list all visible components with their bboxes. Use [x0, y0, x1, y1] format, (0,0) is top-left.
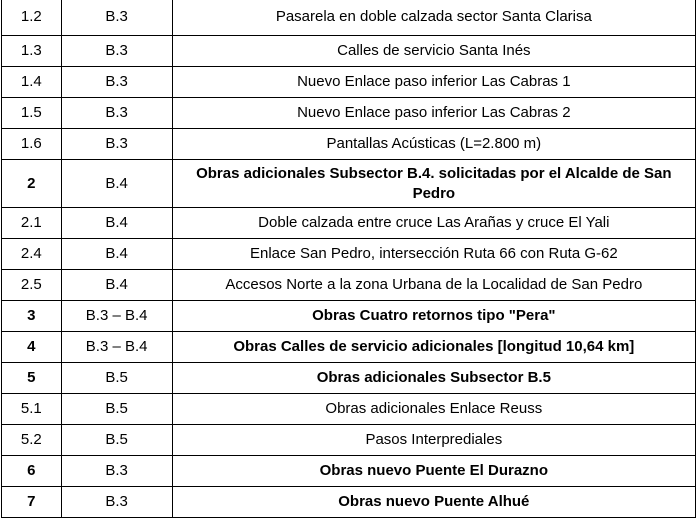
- subsector-cell: B.4: [61, 208, 172, 239]
- description-cell: Pantallas Acústicas (L=2.800 m): [172, 129, 695, 160]
- description-cell: Obras adicionales Subsector B.5: [172, 363, 695, 394]
- subsector-cell: B.3: [61, 456, 172, 487]
- item-number-cell: 5: [2, 363, 62, 394]
- description-cell: Accesos Norte a la zona Urbana de la Localidad de San Pedro: [172, 270, 695, 301]
- description-cell: Nuevo Enlace paso inferior Las Cabras 1: [172, 67, 695, 98]
- table-row: [2, 301, 696, 332]
- subsector-cell: B.4: [61, 270, 172, 301]
- subsector-cell: B.5: [61, 363, 172, 394]
- subsector-cell: B.3: [61, 0, 172, 36]
- description-cell: Calles de servicio Santa Inés: [172, 36, 695, 67]
- table-row: [2, 332, 696, 363]
- table-row: [2, 394, 696, 425]
- table-row: [2, 270, 696, 301]
- subsector-cell: B.4: [61, 160, 172, 208]
- description-cell: Obras nuevo Puente Alhué: [172, 487, 695, 518]
- item-number-cell: 5.2: [2, 425, 62, 456]
- item-number-cell: 3: [2, 301, 62, 332]
- description-cell: Enlace San Pedro, intersección Ruta 66 con Ruta G-62: [172, 239, 695, 270]
- item-number-cell: 4: [2, 332, 62, 363]
- item-number-cell: 2.4: [2, 239, 62, 270]
- table-row: [2, 67, 696, 98]
- subsector-cell: B.5: [61, 425, 172, 456]
- description-cell: Obras Calles de servicio adicionales [longitud 10,64 km]: [172, 332, 695, 363]
- item-number-cell: 2: [2, 160, 62, 208]
- description-cell: Doble calzada entre cruce Las Arañas y cruce El Yali: [172, 208, 695, 239]
- description-cell: Pasos Interprediales: [172, 425, 695, 456]
- item-number-cell: 7: [2, 487, 62, 518]
- subsector-cell: B.5: [61, 394, 172, 425]
- description-cell: Obras nuevo Puente El Durazno: [172, 456, 695, 487]
- description-cell: Pasarela en doble calzada sector Santa Clarisa: [172, 0, 695, 36]
- item-number-cell: 2.1: [2, 208, 62, 239]
- table-row: [2, 456, 696, 487]
- description-cell: Nuevo Enlace paso inferior Las Cabras 2: [172, 98, 695, 129]
- item-number-cell: 2.5: [2, 270, 62, 301]
- works-table: [1, 0, 696, 518]
- description-cell: Obras adicionales Subsector B.4. solicitadas por el Alcalde de San Pedro: [172, 160, 695, 208]
- item-number-cell: 1.6: [2, 129, 62, 160]
- table-row: [2, 129, 696, 160]
- subsector-cell: B.3: [61, 98, 172, 129]
- subsector-cell: B.3 – B.4: [61, 332, 172, 363]
- item-number-cell: 6: [2, 456, 62, 487]
- table-row: [2, 363, 696, 394]
- item-number-cell: 1.5: [2, 98, 62, 129]
- table-row: [2, 98, 696, 129]
- subsector-cell: B.4: [61, 239, 172, 270]
- item-number-cell: 1.3: [2, 36, 62, 67]
- subsector-cell: B.3 – B.4: [61, 301, 172, 332]
- item-number-cell: 5.1: [2, 394, 62, 425]
- works-table-body: [2, 0, 696, 518]
- subsector-cell: B.3: [61, 36, 172, 67]
- table-row: [2, 36, 696, 67]
- table-row: [2, 487, 696, 518]
- table-row: [2, 160, 696, 208]
- description-cell: Obras adicionales Enlace Reuss: [172, 394, 695, 425]
- description-cell: Obras Cuatro retornos tipo "Pera": [172, 301, 695, 332]
- item-number-cell: 1.4: [2, 67, 62, 98]
- item-number-cell: 1.2: [2, 0, 62, 36]
- table-row: [2, 208, 696, 239]
- table-row: [2, 0, 696, 36]
- subsector-cell: B.3: [61, 487, 172, 518]
- subsector-cell: B.3: [61, 129, 172, 160]
- table-row: [2, 425, 696, 456]
- subsector-cell: B.3: [61, 67, 172, 98]
- table-row: [2, 239, 696, 270]
